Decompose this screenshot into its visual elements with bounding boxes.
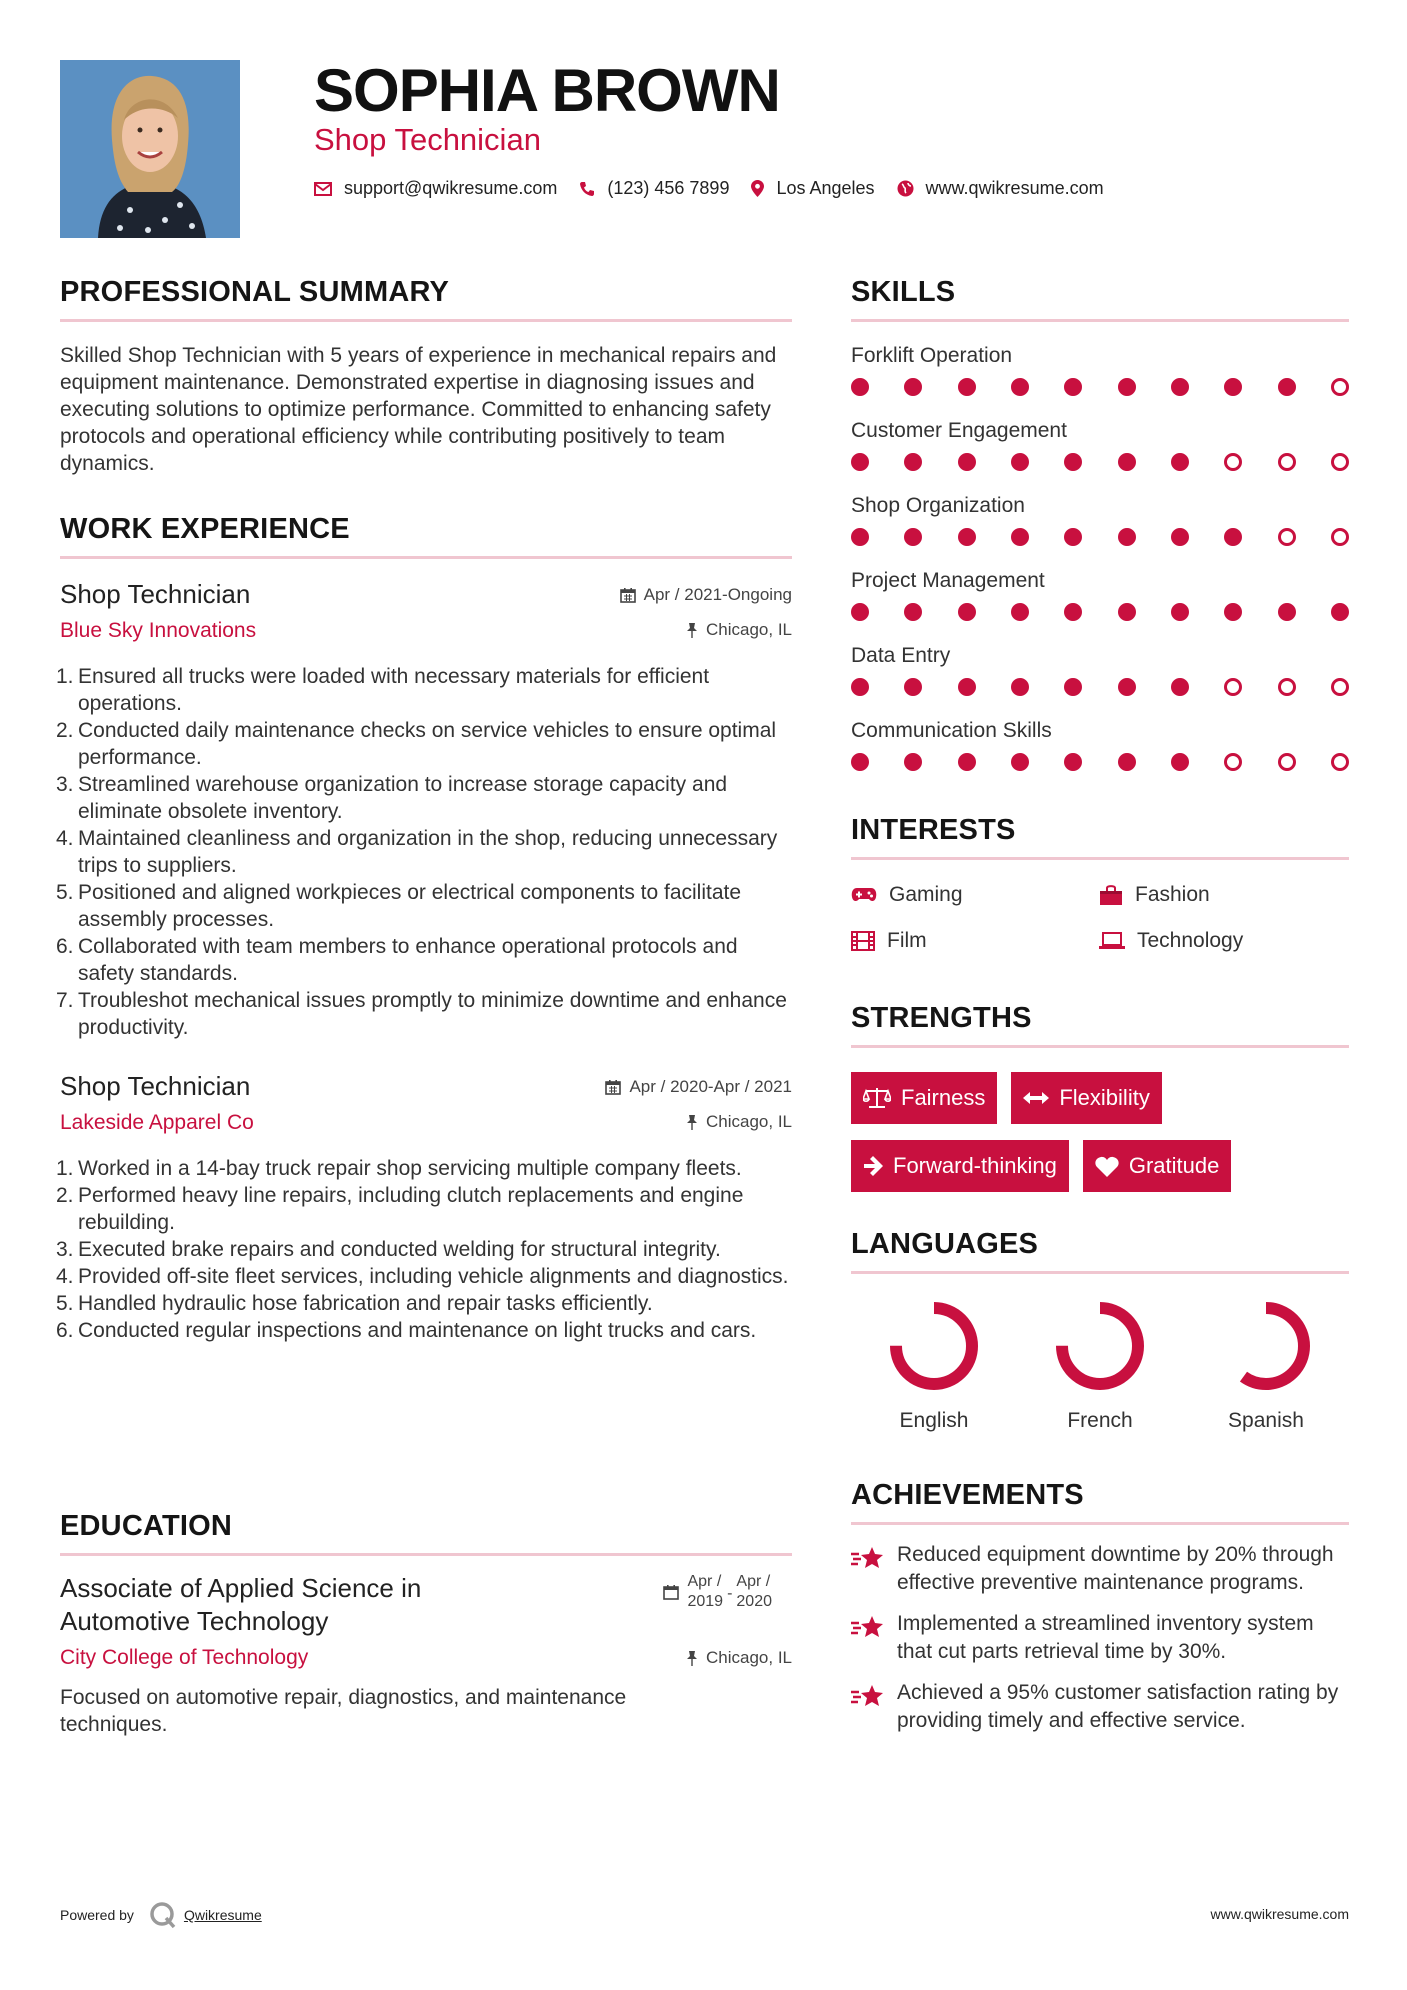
skill-dot-filled [1118,378,1136,396]
skill-name: Shop Organization [851,494,1025,517]
achievement-text: Implemented a streamlined inventory system that cut parts retrieval time by 30%. [897,1612,1314,1663]
skill-dot-empty [1278,453,1296,471]
profile-photo-image [60,60,240,238]
job-location-text: Chicago, IL [706,620,792,639]
skill-dot-filled [1171,603,1189,621]
interest-label: Gaming [889,883,963,906]
language-level-arc [1228,1308,1304,1384]
footer-powered-by [60,1900,262,1930]
summary-text: Skilled Shop Technician with 5 years of experience in mechanical repairs and equipment maintenance. Demonstrated expertise in diagnosing issues and executing solutions to optimize performance. Committed to enhancing safety protocols and operational efficiency while contributing positively to team dynamics. [60,344,777,475]
strength-badge [851,1072,997,1124]
contact-bar [314,178,1126,199]
left-column [56,276,792,1736]
skill-name: Project Management [851,569,1045,592]
skill-dot-filled [1011,528,1029,546]
achievements-list [851,1541,1349,1735]
skill-dot-filled [1011,453,1029,471]
skill-dot-filled [1171,528,1189,546]
education-location [686,1648,792,1668]
skill-dot-empty [1278,528,1296,546]
skill-dot-filled [904,528,922,546]
skill-dot-filled [904,753,922,771]
skill-dot-filled [1064,378,1082,396]
job-bullet: 3. Streamlined warehouse organization to increase storage capacity and eliminate obsolete inventory. [56,773,728,823]
arrows-horizontal-icon [1023,1091,1049,1105]
job-title: Shop Technician [60,579,251,609]
skill-dot-filled [1224,378,1242,396]
strength-label: Forward-thinking [893,1153,1057,1178]
skill-dot-filled [904,678,922,696]
envelope-icon [314,182,332,196]
skill-dot-filled [1118,453,1136,471]
language-level-arc [1062,1308,1138,1384]
phone-icon [579,181,595,197]
job-date-text: Apr / 2021-Ongoing [643,585,792,604]
interests-list [851,880,1349,956]
education-end-month: Apr / [736,1573,771,1590]
job-entry [56,1071,792,1344]
skill-dot-filled [1224,528,1242,546]
skill-dot-filled [958,603,976,621]
job-location [686,620,792,640]
strength-badge [1011,1072,1161,1124]
skill-dot-filled [1171,678,1189,696]
strength-label: Flexibility [1059,1085,1150,1110]
powered-by-text: Powered by [60,1907,134,1923]
degree-line-2: Automotive Technology [60,1606,329,1636]
footer-brand-link[interactable]: Qwikresume [183,1907,262,1923]
education-section [60,1510,792,1738]
job-company: Blue Sky Innovations [60,619,257,642]
strength-badge [1083,1140,1232,1192]
summary-heading: PROFESSIONAL SUMMARY [60,276,792,322]
interest-label: Technology [1137,929,1244,952]
education-description: Focused on automotive repair, diagnostics, and maintenance techniques. [60,1686,627,1736]
skill-dot-filled [851,753,869,771]
education-start-month: Apr / [687,1573,722,1590]
contact-location-text: Los Angeles [776,178,875,198]
shopping-bag-icon [1099,884,1123,906]
job-location [686,1112,792,1132]
skills-list [851,344,1349,794]
skill-name: Data Entry [851,644,951,667]
skill-rating [851,747,1349,794]
strength-badge [851,1140,1069,1192]
skill-dot-filled [904,453,922,471]
skill-name: Communication Skills [851,719,1052,742]
job-company: Lakeside Apparel Co [60,1111,254,1134]
achievement-item [851,1541,1349,1597]
degree-title [60,1572,421,1638]
achievement-text: Achieved a 95% customer satisfaction rating by providing timely and effective service. [897,1681,1339,1732]
arrow-right-icon [863,1156,883,1176]
job-bullet: 4. Maintained cleanliness and organization in the shop, reducing unnecessary trips to suppliers. [56,827,778,877]
job-date [605,1077,792,1097]
language-label: English [899,1409,969,1432]
job-bullet: 1. Worked in a 14-bay truck repair shop servicing multiple company fleets. [56,1157,742,1180]
interests-section [851,814,1349,956]
language-item [1183,1296,1349,1433]
skill-dot-filled [1011,678,1029,696]
strengths-section [851,1002,1349,1192]
languages-section [851,1228,1349,1433]
skill-dot-empty [1278,678,1296,696]
qwikresume-logo-icon [148,1900,178,1930]
skill-rating [851,372,1349,419]
skill-dot-filled [904,378,922,396]
calendar-icon [663,1584,679,1600]
skill-dot-filled [851,378,869,396]
balance-scale-icon [863,1087,891,1109]
strengths-list [851,1072,1349,1192]
job-bullet: 4. Provided off-site fleet services, including vehicle alignments and diagnostics. [56,1265,789,1288]
job-bullet: 6. Collaborated with team members to enhance operational protocols and safety standards. [56,935,738,985]
degree-line-1: Associate of Applied Science in [60,1573,422,1603]
skill-dot-filled [1171,753,1189,771]
skill-dot-filled [1064,453,1082,471]
skill-dot-filled [958,753,976,771]
skill-rating [851,447,1349,494]
interest-item [851,880,1099,910]
contact-email[interactable] [314,178,557,199]
language-level-ring [1216,1296,1316,1396]
job-date [620,585,792,605]
heart-icon [1095,1156,1119,1177]
shooting-star-icon [851,1614,885,1640]
skill-dot-filled [851,603,869,621]
skill-dot-filled [1224,603,1242,621]
skill-rating [851,597,1349,644]
skill-dot-empty [1331,678,1349,696]
skill-rating [851,672,1349,719]
skill-dot-filled [1118,753,1136,771]
skill-dot-empty [1278,753,1296,771]
skill-dot-empty [1224,453,1242,471]
skill-rating [851,522,1349,569]
education-date: Apr / 2019 - Apr / 2020 [663,1572,772,1612]
candidate-name: SOPHIA BROWN [314,57,780,124]
interest-label: Film [887,929,927,952]
shooting-star-icon [851,1683,885,1709]
language-item [851,1296,1017,1433]
interest-item [1099,880,1349,910]
skill-dot-filled [1011,753,1029,771]
skill-dot-filled [1278,603,1296,621]
skill-dot-filled [1171,453,1189,471]
skill-dot-filled [851,528,869,546]
contact-email-text: support@qwikresume.com [344,178,558,198]
education-heading: EDUCATION [60,1510,792,1556]
skill-dot-filled [1011,378,1029,396]
skill-dot-filled [1064,753,1082,771]
experience-section [56,513,792,1344]
language-label: French [1067,1409,1133,1432]
achievement-item [851,1610,1349,1666]
job-bullet: 1. Ensured all trucks were loaded with necessary materials for efficient operations. [56,665,710,715]
skill-dot-empty [1224,678,1242,696]
contact-phone[interactable] [579,178,729,199]
skill-name: Forklift Operation [851,344,1013,367]
pushpin-icon [686,1650,698,1666]
skill-dot-filled [1118,603,1136,621]
language-level-arc [896,1308,972,1384]
skill-dot-empty [1331,453,1349,471]
skill-dot-filled [1064,528,1082,546]
interest-item [851,926,1099,956]
contact-phone-text: (123) 456 7899 [607,178,730,198]
skill-dot-empty [1331,528,1349,546]
job-bullet: 5. Handled hydraulic hose fabrication and repair tasks efficiently. [56,1292,653,1315]
achievements-section [851,1479,1349,1735]
interest-item [1099,926,1349,956]
skill-dot-filled [851,453,869,471]
achievement-text: Reduced equipment downtime by 20% through effective preventive maintenance programs. [897,1543,1334,1594]
pushpin-icon [686,622,698,638]
skill-dot-filled [1118,678,1136,696]
interest-label: Fashion [1135,883,1210,906]
skill-dot-filled [958,378,976,396]
achievement-item [851,1679,1349,1735]
gamepad-icon [851,887,877,903]
job-bullet: 2. Conducted daily maintenance checks on service vehicles to ensure optimal performance. [56,719,777,769]
right-column [851,276,1349,1748]
pushpin-icon [686,1114,698,1130]
skill-dot-filled [1171,378,1189,396]
skill-name: Customer Engagement [851,419,1067,442]
shooting-star-icon [851,1545,885,1571]
calendar-icon [620,587,636,603]
candidate-title: Shop Technician [314,122,541,157]
job-entry [56,579,792,1041]
languages-list [851,1296,1349,1433]
globe-icon [897,180,914,197]
job-bullets [56,1155,792,1344]
education-end-year: 2020 [736,1593,772,1610]
language-label: Spanish [1228,1409,1304,1432]
summary-section [60,276,792,477]
job-title: Shop Technician [60,1071,251,1101]
skills-section [851,276,1349,794]
film-icon [851,931,875,951]
skill-dot-filled [1331,603,1349,621]
languages-heading: LANGUAGES [851,1228,1349,1274]
job-bullets [56,663,792,1041]
profile-photo [60,60,240,238]
education-start-year: 2019 [687,1593,724,1610]
job-bullet: 3. Executed brake repairs and conducted welding for structural integrity. [56,1238,721,1261]
strengths-heading: STRENGTHS [851,1002,1349,1048]
language-level-ring [884,1296,984,1396]
skill-dot-filled [958,528,976,546]
skill-dot-filled [1278,378,1296,396]
footer-url[interactable]: www.qwikresume.com [1210,1906,1349,1922]
skill-dot-filled [1064,678,1082,696]
skill-dot-filled [851,678,869,696]
contact-website-text: www.qwikresume.com [925,178,1104,198]
calendar-icon [605,1079,621,1095]
strength-label: Fairness [901,1085,986,1110]
job-bullet: 7. Troubleshot mechanical issues promptly to minimize downtime and enhance productivity. [56,989,787,1039]
achievements-heading: ACHIEVEMENTS [851,1479,1349,1525]
skill-dot-filled [958,453,976,471]
job-date-text: Apr / 2020-Apr / 2021 [629,1077,792,1096]
interests-heading: INTERESTS [851,814,1349,860]
job-location-text: Chicago, IL [706,1112,792,1131]
job-bullet: 2. Performed heavy line repairs, including clutch replacements and engine rebuilding. [56,1184,744,1234]
school-name: City College of Technology [60,1646,309,1669]
skills-heading: SKILLS [851,276,1349,322]
language-item [1017,1296,1183,1433]
skill-dot-filled [1064,603,1082,621]
skill-dot-filled [1011,603,1029,621]
skill-dot-empty [1331,378,1349,396]
language-level-ring [1050,1296,1150,1396]
skill-dot-filled [904,603,922,621]
education-location-text: Chicago, IL [706,1648,792,1667]
contact-website[interactable] [897,178,1104,199]
contact-location [751,178,874,199]
map-marker-icon [751,180,764,197]
laptop-icon [1099,932,1125,950]
strength-label: Gratitude [1128,1153,1220,1178]
job-bullet: 5. Positioned and aligned workpieces or electrical components to facilitate assembly processes. [56,881,742,931]
job-bullet: 6. Conducted regular inspections and maintenance on light trucks and cars. [56,1319,757,1342]
skill-dot-filled [1118,528,1136,546]
skill-dot-empty [1331,753,1349,771]
experience-heading: WORK EXPERIENCE [60,513,792,559]
skill-dot-filled [958,678,976,696]
skill-dot-empty [1224,753,1242,771]
